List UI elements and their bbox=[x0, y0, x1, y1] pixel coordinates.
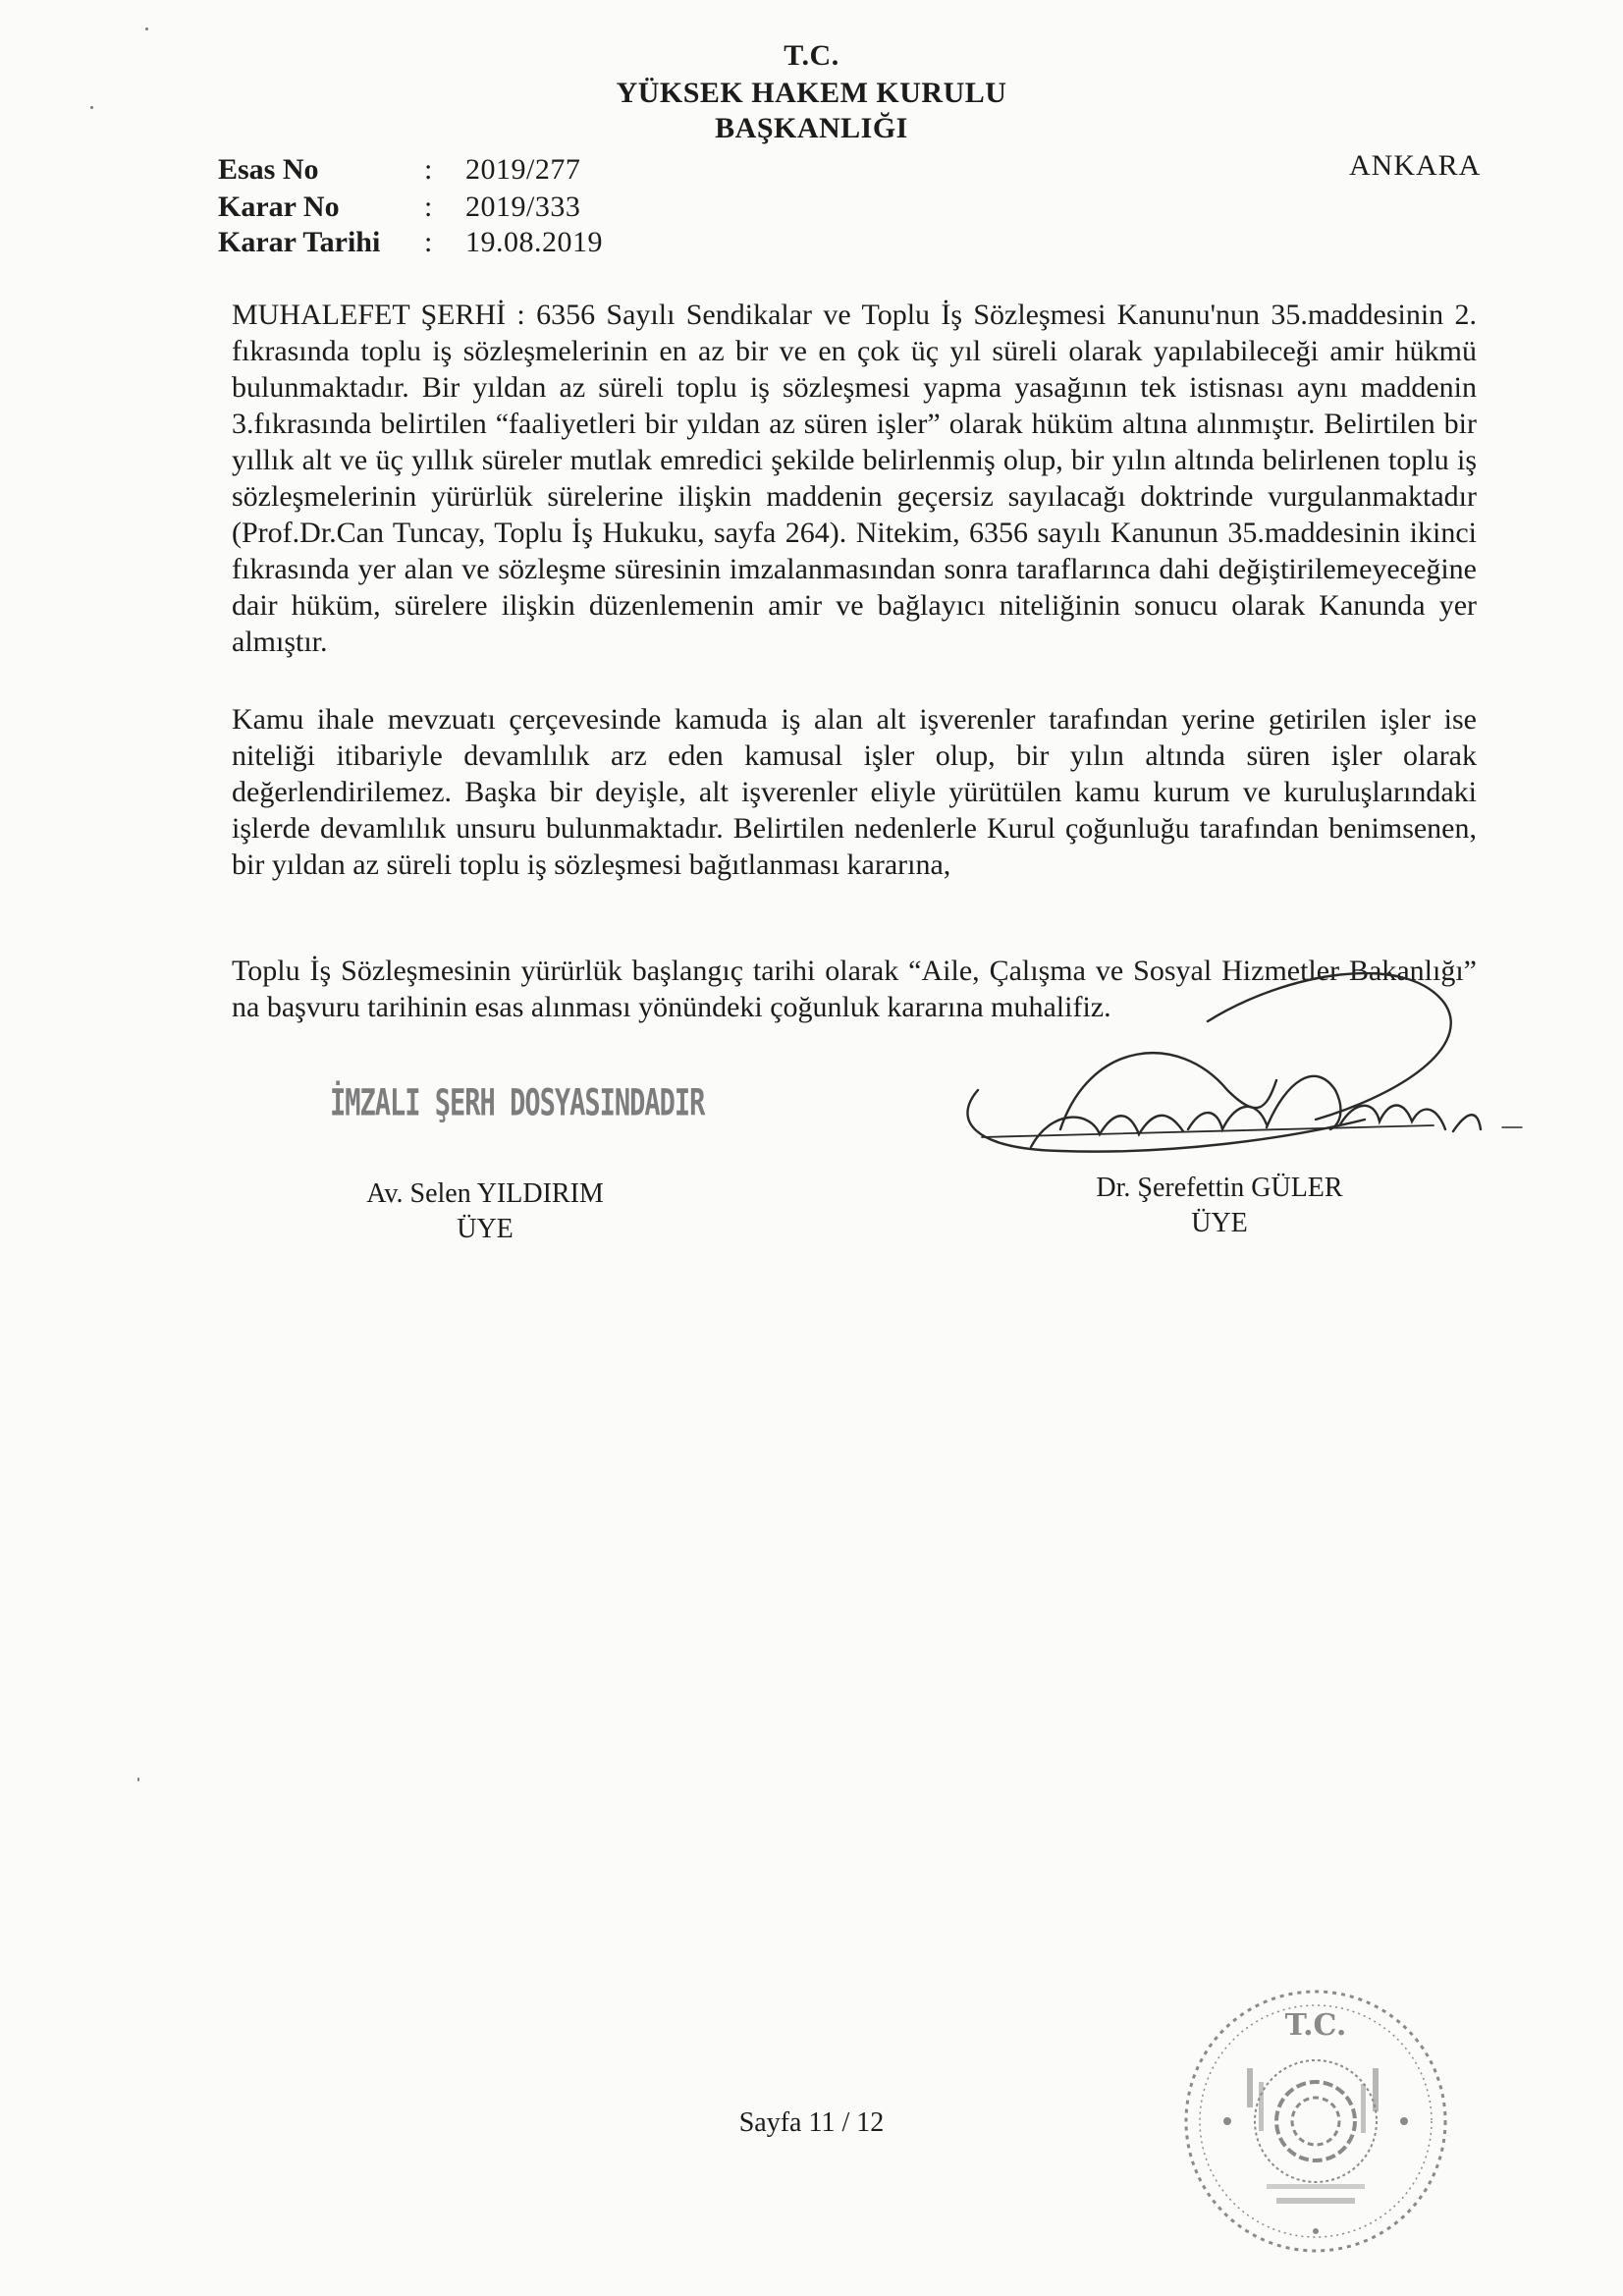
scan-speck bbox=[90, 106, 93, 109]
seal-text: T.C. bbox=[1284, 2008, 1347, 2043]
official-seal-stamp bbox=[1168, 1974, 1463, 2269]
header-institution: YÜKSEK HAKEM KURULU bbox=[616, 77, 1007, 109]
tarih-label: Karar Tarihi bbox=[218, 226, 381, 258]
page-prefix: Sayfa bbox=[738, 2107, 809, 2138]
scan-speck bbox=[137, 1777, 139, 1781]
esas-colon: : bbox=[424, 153, 433, 186]
esas-label: Esas No bbox=[218, 153, 319, 186]
signatory-2-title: ÜYE bbox=[1191, 1208, 1248, 1238]
karar-value: 2019/333 bbox=[465, 191, 581, 223]
signatory-1-title: ÜYE bbox=[457, 1214, 514, 1244]
signature-graphic bbox=[943, 962, 1551, 1188]
scan-speck bbox=[145, 27, 148, 30]
karar-colon: : bbox=[424, 191, 433, 223]
page-total: 12 bbox=[856, 2107, 885, 2138]
dissent-paragraph-3: Toplu İş Sözleşmesinin yürürlük başlangıç tarihi olarak “Aile, Çalışma ve Sosyal Hizmetler Bakanlığı” na başvuru tarihinin esas alınması yönündeki çoğunluk kararına muhalifiz. bbox=[232, 955, 1477, 1023]
dissent-paragraph-2: Kamu ihale mevzuatı çerçevesinde kamuda iş alan alt işverenler tarafından yerine getirilen işler ise niteliği itibariyle devamlılık arz eden kamusal işler olup, bir yılın altında süren işler olarak değerlendirilemez. Başka bir deyişle, alt işverenler eliyle yürütülen kamu kurum ve kuruluşlarındaki işlerde devamlılık unsuru bulunmaktadır. Belirtilen nedenlerle Kurul çoğunluğu tarafından benimsenen, bir yıldan az süreli toplu iş sözleşmesi bağıtlanması kararına, bbox=[232, 703, 1477, 881]
header-presidency: BAŞKANLIĞI bbox=[715, 112, 908, 144]
dissent-paragraph-1: MUHALEFET ŞERHİ : 6356 Sayılı Sendikalar ve Toplu İş Sözleşmesi Kanunu'nun 35.maddesinin 2. fıkrasında toplu iş sözleşmelerinin en az bir ve en çok üç yıl süreli olarak yapılabileceği amir hükmü bulunmaktadır. Bir yıldan az süreli toplu iş sözleşmesi yapma yasağının tek istisnası aynı maddenin 3.fıkrasında belirtilen “faaliyetleri bir yıldan az süren işler” olarak hüküm altına alınmıştır. Belirtilen bir yıllık alt ve üç yıllık süreler mutlak emredici şekilde belirlenmiş olup, bir yılın altında belirlenen toplu iş sözleşmelerinin yürürlük sürelerine ilişkin maddenin geçersiz sayılacağı doktrinde vurgulanmaktadır (Prof.Dr.Can Tuncay, Toplu İş Hukuku, sayfa 264). Nitekim, 6356 sayılı Kanunun 35.maddesinin ikinci fıkrasında yer alan ve sözleşme süresinin imzalanmasından sonra taraflarınca dahi değiştirilemeyeceğine dair hüküm, sürelere ilişkin düzenlemenin amir ve bağlayıcı niteliğinin sonucu olarak Kanunda yer almıştır. bbox=[232, 299, 1477, 658]
tarih-colon: : bbox=[424, 226, 433, 258]
karar-label: Karar No bbox=[218, 191, 340, 223]
page-current: 11 bbox=[808, 2107, 836, 2138]
header-tc: T.C. bbox=[784, 39, 839, 72]
signatory-2-name: Dr. Şerefettin GÜLER bbox=[1096, 1173, 1343, 1203]
signatory-1-name: Av. Selen YILDIRIM bbox=[366, 1178, 604, 1209]
page-separator: / bbox=[835, 2107, 857, 2138]
signed-dissent-stamp: İMZALI ŞERH DOSYASINDADIR bbox=[330, 1082, 705, 1125]
city: ANKARA bbox=[1349, 149, 1482, 182]
esas-value: 2019/277 bbox=[465, 153, 581, 186]
tarih-value: 19.08.2019 bbox=[465, 226, 603, 258]
